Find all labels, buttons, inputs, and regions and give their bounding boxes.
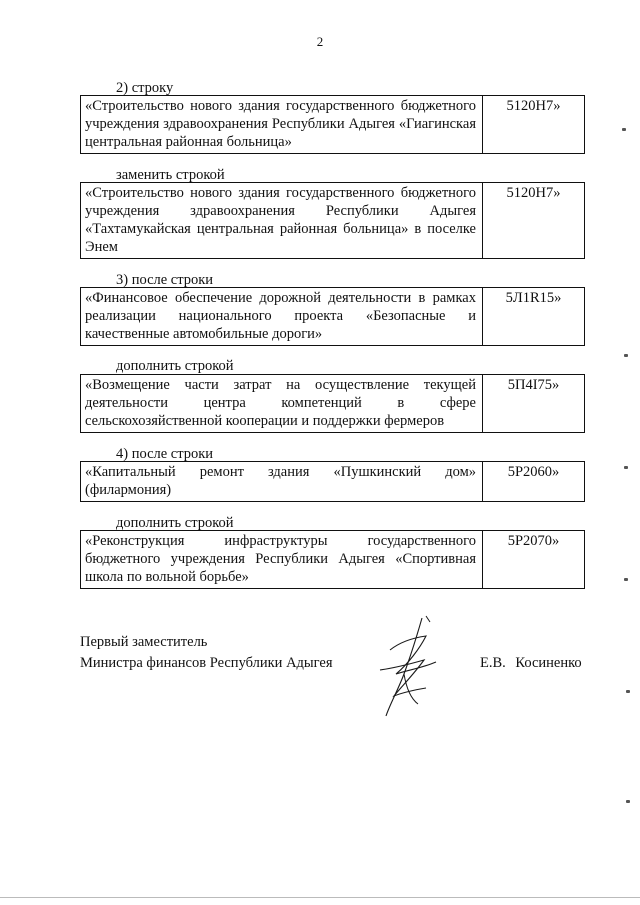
- row-text-3: «Финансовое обеспечение дорожной деятельности в рамках реализации национального проекта «Безопасные и качественные автомобильные дороги»: [81, 288, 483, 345]
- row-code-5: 5Р2060»: [507, 464, 560, 480]
- section-label-4: дополнить строкой: [116, 358, 234, 374]
- section-label-5: 4) после строки: [116, 446, 214, 462]
- row-text-5: «Капитальный ремонт здания «Пушкинский дом» (филармония): [81, 462, 483, 501]
- table-row-1: [80, 95, 585, 154]
- row-code-6: 5Р2070»: [507, 533, 560, 549]
- page-number: 2: [316, 34, 324, 49]
- row-code-4: 5П4I75»: [507, 377, 560, 393]
- row-text-1: «Строительство нового здания государственного бюджетного учреждения здравоохранения Республики Адыгея «Гиагинская центральная районная больница»: [81, 96, 483, 153]
- signatory-position-line1: Первый заместитель: [80, 634, 208, 650]
- scan-mark: [624, 466, 628, 469]
- scan-mark: [626, 800, 630, 803]
- signatory-position: [80, 632, 333, 674]
- table-row-3: [80, 287, 585, 346]
- handwritten-signature-icon: [360, 612, 450, 722]
- signatory-position-line2: Министра финансов Республики Адыгея: [80, 655, 333, 671]
- table-row-5: [80, 461, 585, 502]
- signatory-name: Е.В. Косиненко: [480, 655, 582, 671]
- row-code-3: 5Л1R15»: [505, 290, 562, 306]
- scan-mark: [622, 128, 626, 131]
- row-text-6: «Реконструкция инфраструктуры государственного бюджетного учреждения Республики Адыгея «Спортивная школа по вольной борьбе»: [81, 531, 483, 588]
- section-label-2: заменить строкой: [116, 167, 225, 183]
- row-code-1: 5120Н7»: [506, 98, 561, 114]
- table-row-2: [80, 182, 585, 259]
- section-label-3: 3) после строки: [116, 272, 214, 288]
- row-text-4: «Возмещение части затрат на осуществление текущей деятельности центра компетенций в сфере сельскохозяйственной кооперации и поддержки фермеров: [81, 375, 483, 432]
- scan-mark: [624, 354, 628, 357]
- row-code-2: 5120Н7»: [506, 185, 561, 201]
- scan-bottom-edge: [0, 897, 640, 898]
- row-text-2: «Строительство нового здания государственного бюджетного учреждения здравоохранения Республики Адыгея «Тахтамукайская центральная районная больница» в поселке Энем: [81, 183, 483, 258]
- section-label-1: 2) строку: [116, 80, 174, 96]
- table-row-4: [80, 374, 585, 433]
- scan-mark: [626, 690, 630, 693]
- table-row-6: [80, 530, 585, 589]
- section-label-6: дополнить строкой: [116, 515, 234, 531]
- scan-mark: [624, 578, 628, 581]
